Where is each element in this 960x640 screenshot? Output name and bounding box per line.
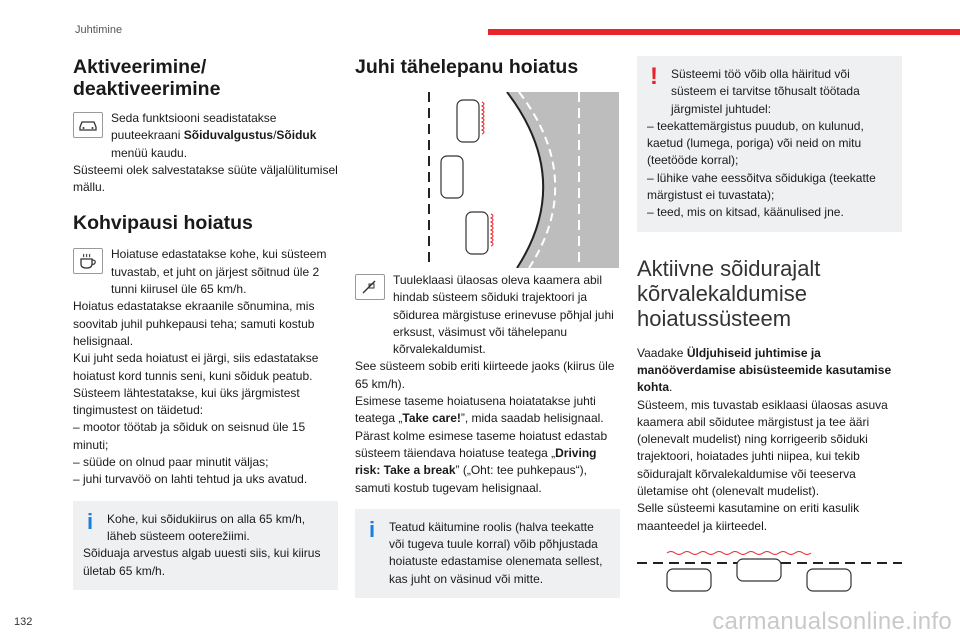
coffee-condition-1: – mootor töötab ja sõiduk on seisnud üle 15 minuti;	[73, 420, 306, 452]
coffee-condition-3: – juhi turvavöö on lahti tehtud ja uks avatud.	[73, 472, 308, 487]
info-note-speed	[73, 501, 338, 590]
attention-paragraph-3: Esimese taseme hoiatusena hoiatatakse juhti teatega „Take care!”, mida saadab helisignaal.	[355, 394, 604, 426]
coffee-paragraph-2: Hoiatus edastatakse ekraanile sõnumina, mis soovitab juhil puhkepausi teha; samuti kostub helisignaal.	[73, 299, 315, 348]
activation-heading	[73, 56, 338, 100]
lane-paragraph-2: Süsteem, mis tuvastab esiklaasi ülaosas asuva kaamera abil sõidutee märgistust ja tee ääri (olenevalt mudelist) ning korrigeerib sõiduki trajektoori, hoiatades juhti niipea, kui tekib sõidurajalt kõrvalekaldumise või teeserva ületamise oht (olenevalt mudelist).	[637, 397, 888, 499]
lane-title-line1: Aktiivne sõidurajalt	[637, 255, 821, 281]
attention-heading: Juhi tähelepanu hoiatus	[355, 56, 579, 78]
section-header: Juhtimine	[75, 24, 123, 36]
attention-paragraph-4: Pärast kolme esimese taseme hoiatust edastab süsteem täiendava hoiatuse teatega „Driving risk: Take a break” („Oht: tee puhkepaus“), samuti kostub tugevam helisignaal.	[355, 428, 608, 495]
camera-block	[355, 272, 620, 358]
coffee-condition-2: – süüde on olnud paar minutit väljas;	[73, 455, 269, 470]
warning-line-4: – teed, mis on kitsad, käänulised jne.	[647, 205, 844, 220]
activation-memory-text: Süsteemi olek salvestatakse süüte väljalülitumisel mällu.	[73, 162, 338, 195]
lane-title-line2: kõrvalekaldumise	[637, 280, 807, 306]
info-note-line1: Kohe, kui sõidukiirus on alla 65 km/h, läheb süsteem ooterežiimi.	[107, 511, 306, 543]
lane-drift-illustration	[369, 92, 619, 268]
activation-block	[73, 110, 338, 162]
warning-line-3: – lühike vahe eessõitva sõidukiga (teekatte märgistust ei tuvastata);	[647, 170, 876, 203]
coffee-heading: Kohvipausi hoiatus	[73, 212, 253, 235]
coffee-paragraph-3: Kui juht seda hoiatust ei järgi, siis edastatakse hoiatust kord tunnis seni, kuni sõiduk peatub.	[73, 351, 319, 383]
activation-text: Seda funktsiooni seadistatakse puuteekraani Sõiduvalgustus/Sõiduk menüü kaudu.	[111, 111, 317, 160]
warning-line-1: Süsteemi töö võib olla häiritud või süsteem ei tarvitse tõhusalt töötada järgmistel juhtudel:	[671, 67, 860, 116]
car-icon	[73, 112, 103, 138]
warning-icon: !	[650, 63, 658, 90]
lane-correction-illustration	[637, 547, 902, 612]
attention-paragraph-1: Tuuleklaasi ülaosas oleva kaamera abil hindab süsteem sõiduki trajektoori ja sõidurea märgistuse erinevuse põhjal juhi erksust, väsimust või tähelepanu kõrvalekaldumist.	[393, 273, 614, 357]
header-accent-bar	[488, 29, 960, 35]
attention-paragraph-2: See süsteem sobib eriti kiirteede jaoks (kiirus üle 65 km/h).	[355, 359, 615, 391]
warning-line-2: – teekattemärgistus puudub, on kulunud, kaetud (lumega, poriga) või neid on mitu (teetööde korral);	[647, 118, 864, 168]
page-number: 132	[14, 616, 33, 628]
lane-title-line3: hoiatussüsteem	[637, 305, 792, 331]
column-left	[73, 56, 338, 590]
info-note-line2: Sõiduaja arvestus algab uuesti siis, kui kiirus ületab 65 km/h.	[83, 546, 321, 578]
activation-title-line2: deaktiveerimine	[73, 78, 221, 100]
lane-departure-heading	[637, 256, 902, 331]
lane-paragraph-1: Vaadake Üldjuhiseid juhtimise ja manööverdamise abisüsteemide kasutamise kohta.	[637, 345, 892, 395]
coffee-paragraph-4: Süsteem lähtestatakse, kui üks järgmistest tingimustest on täidetud:	[73, 385, 300, 418]
coffee-block	[73, 246, 338, 298]
info-note-behaviour	[355, 509, 620, 598]
column-middle	[355, 56, 620, 598]
coffee-cup-icon	[73, 248, 103, 274]
info-icon: i	[368, 516, 376, 542]
lane-paragraph-3: Selle süsteemi kasutamine on eriti kasulik maanteedel ja kiirteedel.	[637, 501, 860, 533]
info-icon: i	[86, 508, 94, 534]
watermark: carmanualsonline.info	[712, 608, 952, 635]
info-note-behaviour-text: Teatud käitumine roolis (halva teekatte või tugeva tuule korral) võib põhjustada hoiatuste edastamise olenemata sellest, kas juht on väsinud või mitte.	[389, 519, 603, 586]
warning-note	[637, 56, 902, 232]
column-right	[637, 56, 902, 612]
windshield-camera-icon	[355, 274, 385, 300]
activation-title-line1: Aktiveerimine/	[73, 56, 207, 78]
coffee-paragraph-1: Hoiatuse edastatakse kohe, kui süsteem tuvastab, et juht on järjest sõitnud üle 2 tunni kiirusel üle 65 km/h.	[111, 247, 327, 297]
